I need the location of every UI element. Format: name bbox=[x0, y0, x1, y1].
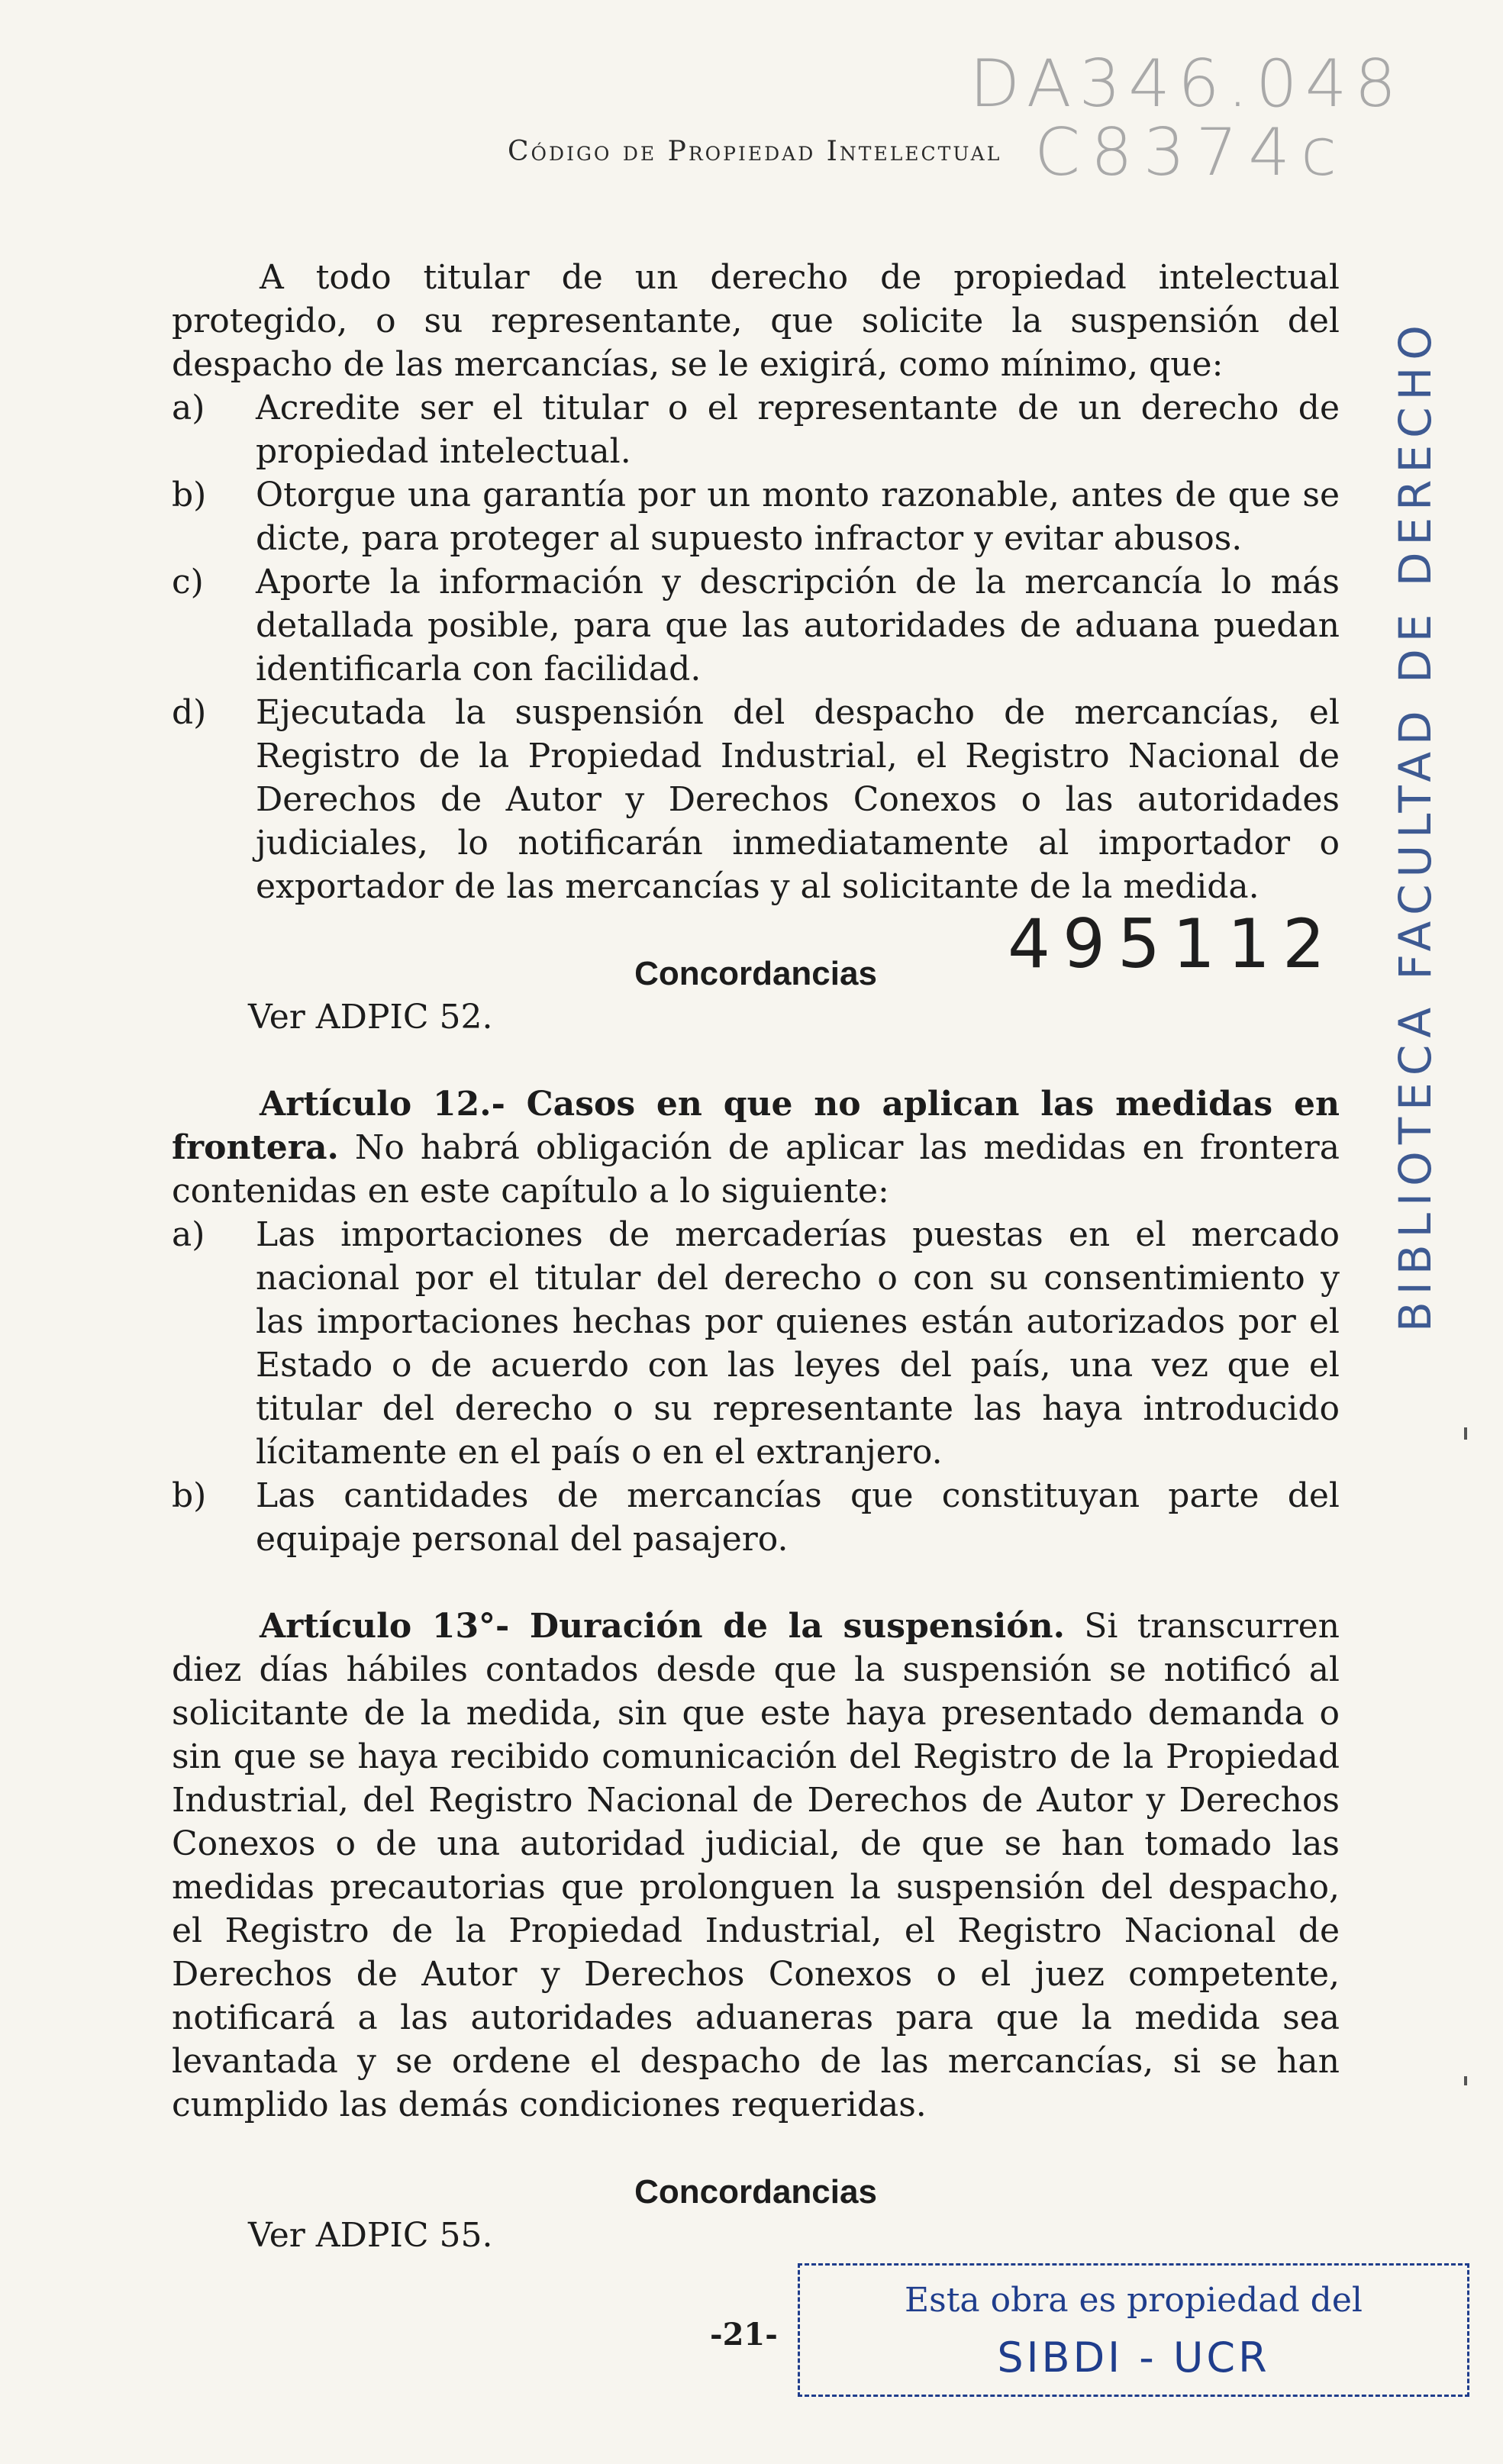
list-item-label: a) bbox=[172, 1215, 205, 1254]
list-item-text: Aporte la información y descripción de la mercancía lo más detallada posible, para que las autoridades de aduana puedan identificarla con facilidad. bbox=[256, 563, 1340, 689]
list-item-label: a) bbox=[172, 389, 205, 427]
article-13-text: Si transcurren diez días hábiles contados desde que la suspensión se notificó al solicitante de la medida, sin que este haya presentado demanda o sin que se haya recibido comunicación del Registro de la Propiedad Industrial, del Registro Nacional de Derechos de Autor y Derechos Conexos o de una autoridad judicial, de que se han tomado las medidas precautorias que prolonguen la suspensión del despacho, el Registro de la Propiedad Industrial, el Registro Nacional de Derechos de Autor y Derechos Conexos o el juez competente, notificará a las autoridades aduaneras para que la medida sea levantada y se ordene el despacho de las mercancías, si se han cumplido las demás condiciones requeridas. bbox=[172, 1607, 1340, 2124]
margin-mark bbox=[1464, 1427, 1467, 1440]
list-item-text: Ejecutada la suspensión del despacho de mercancías, el Registro de la Propiedad Industrial, el Registro Nacional de Derechos de Autor y Derechos Conexos o las autoridades judiciales, lo notificarán inmediatamente al importador o exportador de las mercancías y al solicitante de la medida. bbox=[256, 693, 1340, 906]
margin-mark bbox=[1464, 2076, 1467, 2085]
article-12-text: No habrá obligación de aplicar las medidas en frontera contenidas en este capítulo a lo siguiente: bbox=[172, 1128, 1340, 1211]
list-item-label: b) bbox=[172, 1476, 207, 1515]
ownership-stamp-line1: Esta obra es propiedad del bbox=[905, 2281, 1363, 2320]
list-item bbox=[172, 1474, 1340, 1561]
list-item-label: c) bbox=[172, 563, 204, 601]
exceptions-list bbox=[172, 1213, 1340, 1561]
handwritten-call-number-line2: C8374c bbox=[1034, 114, 1348, 191]
list-item-text: Otorgue una garantía por un monto razonable, antes de que se dicte, para proteger al supuesto infractor y evitar abusos. bbox=[256, 476, 1340, 558]
concordancias-heading: Concordancias bbox=[634, 2173, 877, 2211]
library-side-stamp: BIBLIOTECA FACULTAD DE DERECHO bbox=[1389, 318, 1441, 1332]
list-item-text: Acredite ser el titular o el representante de un derecho de propiedad intelectual. bbox=[256, 389, 1340, 471]
inventory-stamp-number: 495112 bbox=[1008, 905, 1337, 983]
page-body bbox=[172, 256, 1340, 2257]
handwritten-call-number-line1: DA346.048 bbox=[969, 46, 1405, 122]
concordancia-reference: Ver ADPIC 55. bbox=[248, 2216, 493, 2255]
list-item-label: b) bbox=[172, 476, 207, 514]
article-12-title: Artículo 12.- Casos en que no aplican las medidas en frontera. bbox=[172, 1085, 1340, 1167]
intro-paragraph: A todo titular de un derecho de propiedad intelectual protegido, o su representante, que solicite la suspensión del despacho de las mercancías, se le exigirá, como mínimo, que: bbox=[172, 258, 1340, 384]
list-item bbox=[172, 473, 1340, 560]
list-item bbox=[172, 386, 1340, 473]
running-header: Código de Propiedad Intelectual bbox=[508, 136, 1002, 167]
requirements-list bbox=[172, 386, 1340, 908]
article-13 bbox=[172, 1605, 1340, 2127]
article-13-title: Artículo 13°- Duración de la suspensión. bbox=[260, 1607, 1065, 1646]
ownership-stamp bbox=[798, 2263, 1469, 2397]
list-item bbox=[172, 1213, 1340, 1474]
ownership-stamp-line2: SIBDI - UCR bbox=[997, 2333, 1270, 2382]
article-12 bbox=[172, 1082, 1340, 1213]
list-item-text: Las importaciones de mercaderías puestas en el mercado nacional por el titular del derecho o con su consentimiento y las importaciones hechas por quienes están autorizados por el Estado o de acuerdo con las leyes del país, una vez que el titular del derecho o su representante las haya introducido lícitamente en el país o en el extranjero. bbox=[256, 1215, 1340, 1472]
list-item bbox=[172, 560, 1340, 691]
list-item-label: d) bbox=[172, 693, 207, 732]
concordancia-reference: Ver ADPIC 52. bbox=[248, 998, 493, 1037]
list-item-text: Las cantidades de mercancías que constituyan parte del equipaje personal del pasajero. bbox=[256, 1476, 1340, 1559]
page-number: -21- bbox=[710, 2317, 778, 2353]
concordancias-heading: Concordancias bbox=[634, 955, 877, 992]
list-item bbox=[172, 691, 1340, 908]
